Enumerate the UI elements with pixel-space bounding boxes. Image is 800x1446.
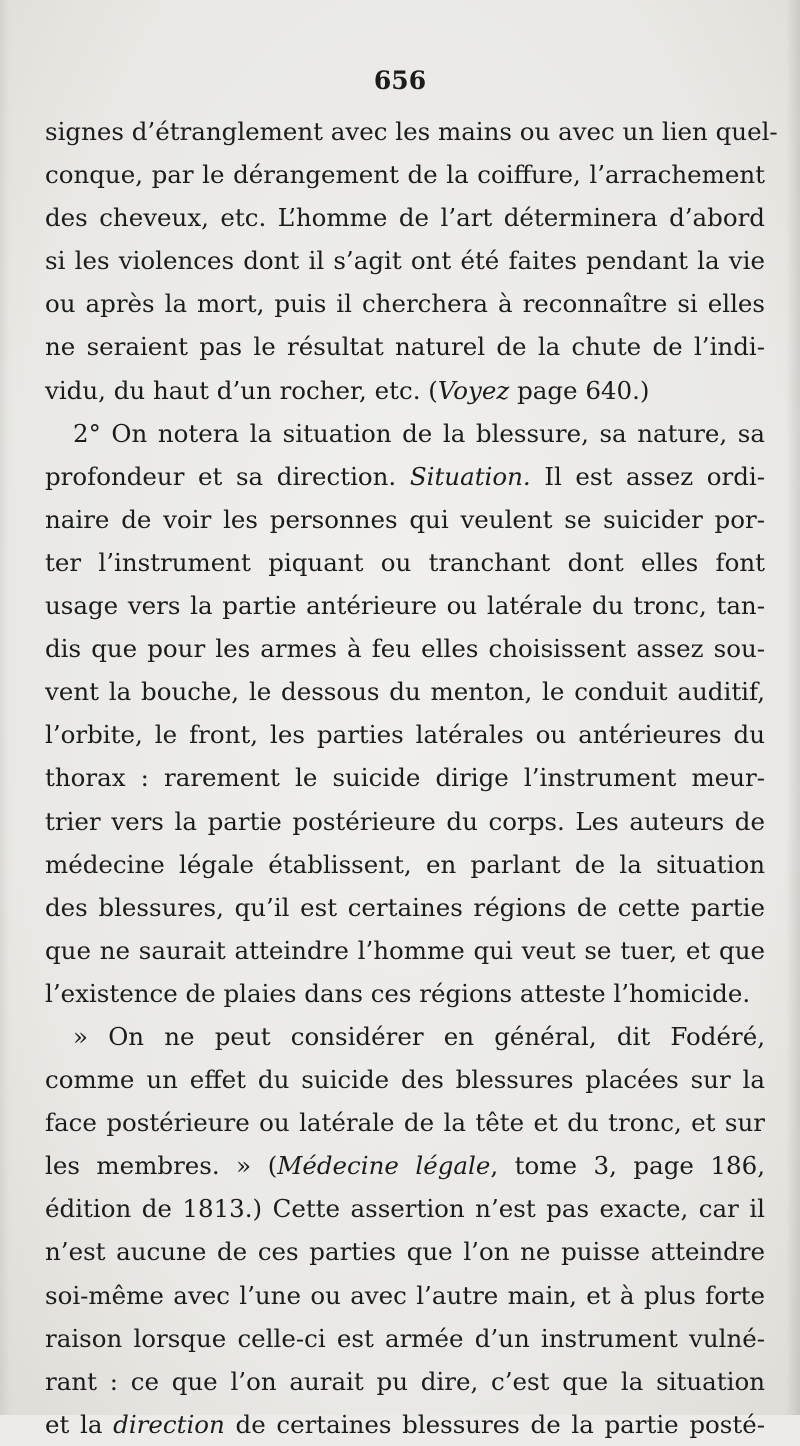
text-run: Il est assez ordi- — [530, 461, 765, 491]
text-run: naire de voir les personnes qui veulent se suicider por- — [45, 504, 765, 534]
text-line — [45, 541, 765, 584]
text-run: n’est aucune de ces parties que l’on ne puisse atteindre — [45, 1237, 765, 1267]
text-line — [45, 1274, 765, 1317]
text-line — [45, 369, 765, 412]
text-line — [45, 627, 765, 670]
text-line — [45, 972, 765, 1015]
text-run: des cheveux, etc. L’homme de l’art déterminera d’abord — [45, 203, 765, 233]
text-run: des blessures, qu’il est certaines régions de cette partie — [45, 892, 765, 922]
text-line — [45, 1403, 765, 1446]
page-right-edge-shadow — [786, 0, 800, 1415]
text-run: conque, par le dérangement de la coiffure, l’arrachement — [45, 160, 765, 190]
text-run: usage vers la partie antérieure ou latérale du tronc, tan- — [45, 591, 765, 621]
text-run: thorax : rarement le suicide dirige l’instrument meur- — [45, 763, 765, 793]
text-run: et la — [45, 1409, 114, 1439]
text-run: si les violences dont il s’agit ont été faites pendant la vie — [45, 246, 765, 276]
text-run: de certaines blessures de la partie posté- — [224, 1409, 765, 1439]
italic-text: Médecine légale — [277, 1151, 491, 1181]
text-line — [45, 1317, 765, 1360]
text-line — [45, 886, 765, 929]
italic-text: direction — [113, 1409, 225, 1439]
text-run: comme un effet du suicide des blessures placées sur la — [45, 1065, 765, 1095]
text-line — [45, 1058, 765, 1101]
text-run: édition de 1813.) Cette assertion n’est pas exacte, car il — [45, 1194, 765, 1224]
text-run: page 640.) — [509, 375, 650, 405]
text-line — [45, 584, 765, 627]
text-run: face postérieure ou latérale de la tête et du tronc, et sur — [45, 1108, 765, 1138]
text-run: médecine légale établissent, en parlant de la situation — [45, 849, 765, 879]
text-run: signes d’étranglement avec les mains ou avec un lien quel- — [45, 117, 778, 146]
text-run: » On ne peut considérer en général, dit Fodéré, — [73, 1021, 765, 1051]
text-run: ou après la mort, puis il cherchera à reconnaître si elles — [45, 289, 765, 319]
text-run: vidu, du haut d’un rocher, etc. ( — [45, 375, 438, 405]
text-line — [45, 282, 765, 325]
text-line — [45, 1101, 765, 1144]
text-line — [45, 800, 765, 843]
text-line — [45, 1360, 765, 1403]
text-run: l’existence de plaies dans ces régions atteste l’homicide. — [45, 978, 751, 1008]
text-run: vent la bouche, le dessous du menton, le conduit auditif, — [45, 677, 765, 707]
text-run: profondeur et sa direction. — [45, 461, 410, 491]
text-run: 2° On notera la situation de la blessure, sa nature, sa — [73, 418, 765, 448]
text-run: soi-même avec l’une ou avec l’autre main, et à plus forte — [45, 1280, 765, 1310]
text-run: dis que pour les armes à feu elles choisissent assez sou- — [45, 634, 765, 664]
text-run: trier vers la partie postérieure du corps. Les auteurs de — [45, 806, 765, 836]
text-run: rant : ce que l’on aurait pu dire, c’est que la situation — [45, 1366, 765, 1396]
text-run: l’orbite, le front, les parties latérales ou antérieures du — [45, 720, 765, 750]
text-line — [45, 756, 765, 799]
body-text — [45, 110, 778, 1446]
text-line — [45, 498, 765, 541]
text-line — [45, 325, 765, 368]
text-line — [45, 412, 765, 455]
text-line — [45, 110, 778, 153]
text-line — [45, 1015, 765, 1058]
text-line — [45, 929, 765, 972]
text-run: les membres. » ( — [45, 1151, 278, 1181]
text-run: ne seraient pas le résultat naturel de la chute de l’indi- — [45, 332, 765, 362]
page-left-edge-shadow — [0, 0, 10, 1415]
text-line — [45, 1144, 765, 1187]
page-number: 656 — [373, 66, 427, 95]
text-run: raison lorsque celle-ci est armée d’un instrument vulné- — [45, 1323, 765, 1353]
text-line — [45, 1230, 765, 1273]
italic-text: Situation. — [409, 461, 531, 491]
text-line — [45, 153, 765, 196]
text-run: , tome 3, page 186, — [490, 1151, 765, 1181]
text-run: ter l’instrument piquant ou tranchant dont elles font — [45, 547, 765, 577]
text-line — [45, 713, 765, 756]
text-line — [45, 239, 765, 282]
text-line — [45, 843, 765, 886]
text-line — [45, 196, 765, 239]
italic-text: Voyez — [437, 375, 510, 405]
text-line — [45, 455, 765, 498]
text-run: que ne saurait atteindre l’homme qui veut se tuer, et que — [45, 935, 765, 965]
text-line — [45, 670, 765, 713]
text-line — [45, 1187, 765, 1230]
